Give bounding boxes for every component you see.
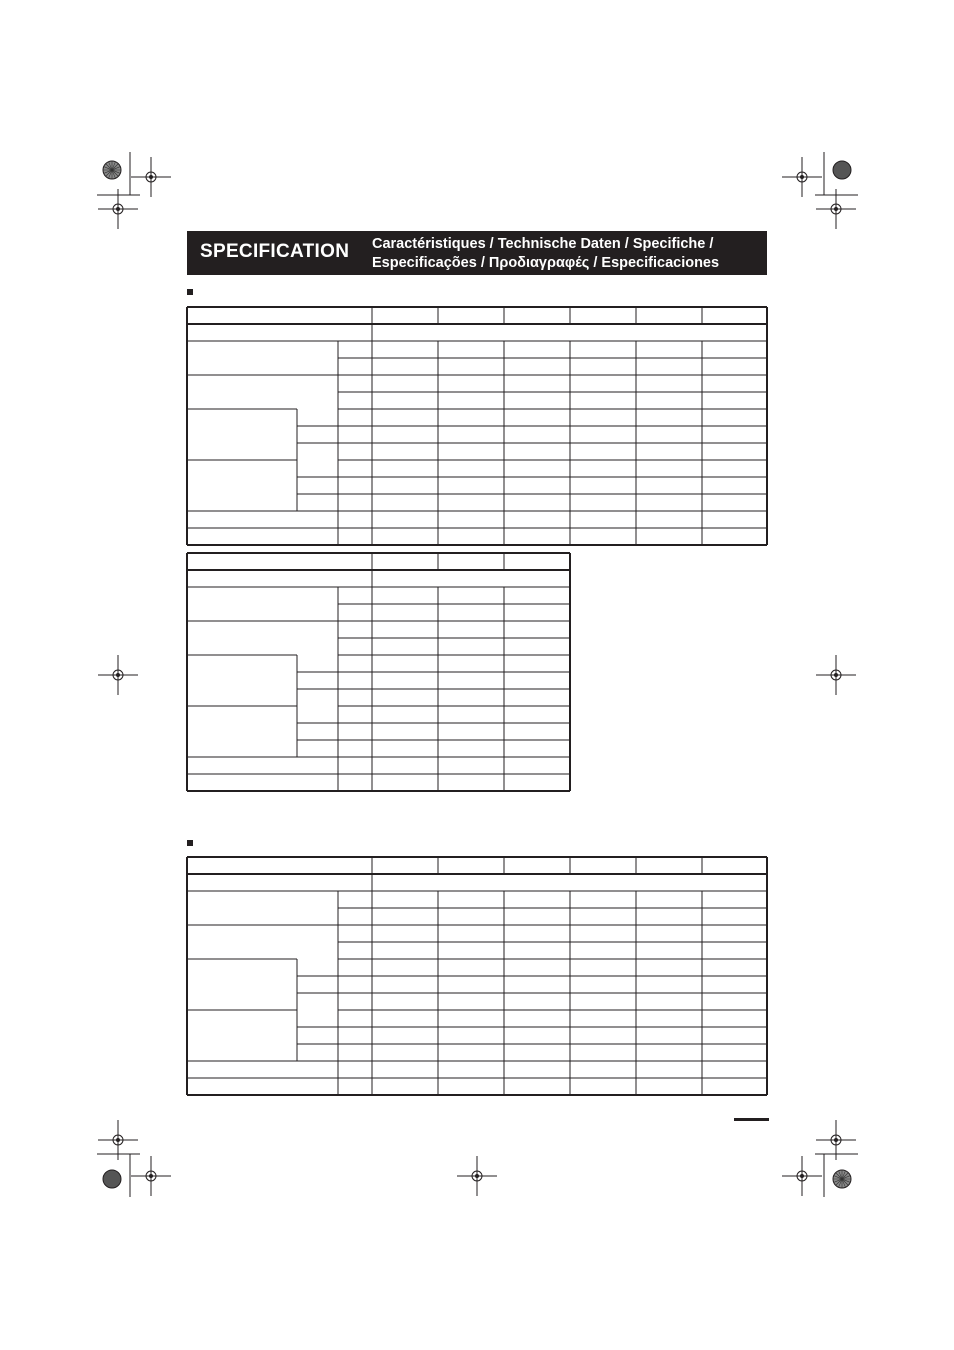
crosshair-icon — [149, 175, 153, 179]
color-swatch-icon — [103, 1170, 121, 1188]
crosshair-icon — [834, 673, 838, 677]
crosshair-icon — [800, 175, 804, 179]
crosshair-icon — [834, 207, 838, 211]
crosshair-icon — [475, 1174, 479, 1178]
spec-subtitle-line-2: Especificações / Προδιαγραφές / Especificaciones — [372, 255, 720, 271]
spec-title: SPECIFICATION — [200, 241, 350, 262]
color-swatch-icon — [833, 161, 851, 179]
crosshair-icon — [800, 1174, 804, 1178]
crosshair-icon — [116, 207, 120, 211]
crosshair-icon — [116, 1138, 120, 1142]
crosshair-icon — [149, 1174, 153, 1178]
spec-subtitle-line-1: Caractéristiques / Technische Daten / Specifiche / — [372, 236, 714, 252]
crosshair-icon — [116, 673, 120, 677]
crosshair-icon — [834, 1138, 838, 1142]
